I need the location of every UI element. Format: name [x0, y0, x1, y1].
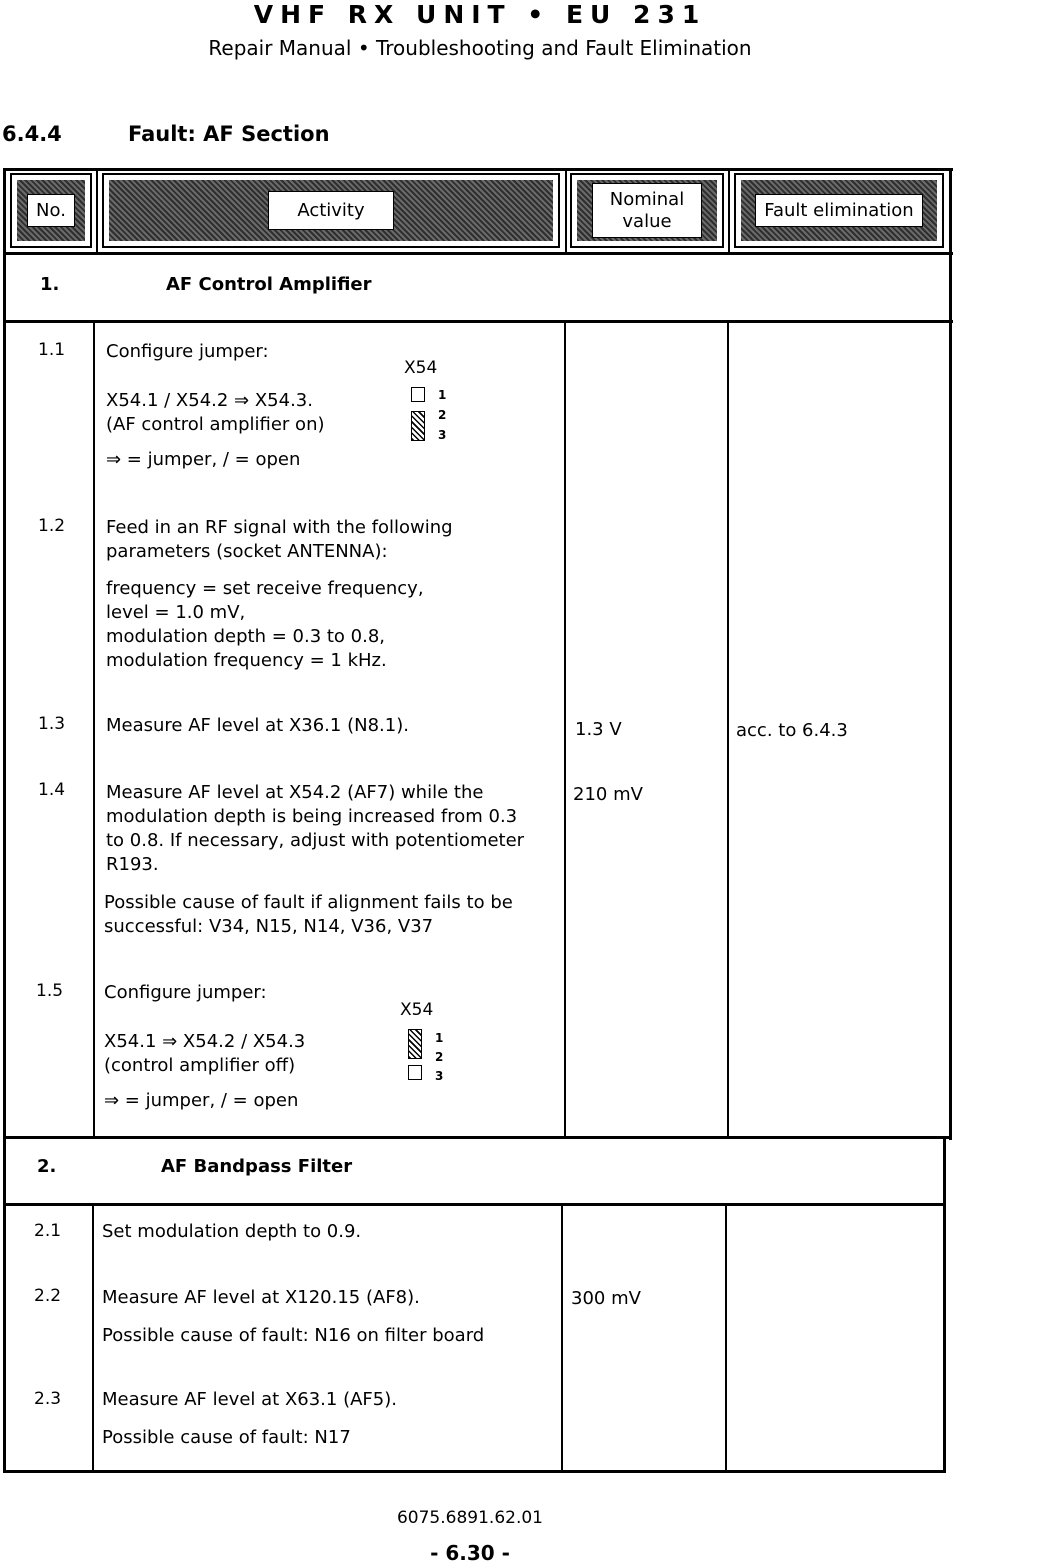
- col-line-2a: [564, 321, 566, 1138]
- step-text-line: Possible cause of fault: N17: [102, 1427, 351, 1448]
- page-number: - 6.30 -: [430, 1541, 510, 1565]
- table-border-right: [949, 168, 952, 1140]
- table-border-right-lower: [943, 1138, 946, 1472]
- step-text-line: parameters (socket ANTENNA):: [106, 541, 388, 562]
- step-text-line: Possible cause of fault if alignment fails to be: [104, 892, 513, 913]
- step-text-line: modulation frequency = 1 kHz.: [106, 650, 387, 671]
- pin-label: 1: [438, 388, 447, 402]
- step-number: 2.1: [34, 1221, 62, 1241]
- col-header-fault-label: Fault elimination: [755, 194, 922, 228]
- nominal-value: 300 mV: [571, 1288, 641, 1309]
- step-text-line: level = 1.0 mV,: [106, 602, 246, 623]
- pin-label: 1: [435, 1031, 444, 1045]
- section-title: Fault: AF Section: [128, 122, 330, 146]
- step-text-line: ⇒ = jumper, / = open: [106, 449, 301, 470]
- step-text-line: Set modulation depth to 0.9.: [102, 1221, 362, 1242]
- group-title: AF Control Amplifier: [166, 274, 372, 295]
- step-number: 1.1: [38, 340, 66, 360]
- step-number: 1.4: [38, 780, 66, 800]
- table-border-left: [3, 168, 6, 1472]
- step-text-line: Configure jumper:: [106, 341, 269, 362]
- step-text-line: X54.1 ⇒ X54.2 / X54.3: [104, 1031, 306, 1052]
- step-number: 2.3: [34, 1389, 62, 1409]
- col-line-1a: [93, 321, 95, 1138]
- step-text-line: (control amplifier off): [104, 1055, 296, 1076]
- group2-divider-top: [3, 1136, 952, 1139]
- group-number: 2.: [37, 1156, 57, 1177]
- step-text-line: X54.1 / X54.2 ⇒ X54.3.: [106, 390, 313, 411]
- jumper-pin-closed: [408, 1029, 422, 1059]
- step-number: 1.2: [38, 516, 66, 536]
- step-text-line: Feed in an RF signal with the following: [106, 517, 453, 538]
- fault-elimination: acc. to 6.4.3: [736, 720, 848, 741]
- step-text-line: Possible cause of fault: N16 on filter board: [102, 1325, 485, 1346]
- header-divider-2: [565, 168, 567, 254]
- section-number: 6.4.4: [2, 122, 62, 146]
- step-text-line: modulation depth is being increased from 0.3: [106, 806, 518, 827]
- step-number: 1.3: [38, 714, 66, 734]
- step-text-line: R193.: [106, 854, 159, 875]
- pin-label: 2: [438, 408, 447, 422]
- document-reference: 6075.6891.62.01: [396, 1508, 543, 1528]
- step-text-line: successful: V34, N15, N14, V36, V37: [104, 916, 434, 937]
- col-header-activity-label: Activity: [268, 191, 393, 231]
- step-number: 1.5: [36, 981, 64, 1001]
- step-text-line: Measure AF level at X54.2 (AF7) while the: [106, 782, 484, 803]
- col-header-nominal-label: Nominal value: [592, 183, 702, 238]
- step-text-line: (AF control amplifier on): [106, 414, 325, 435]
- col-line-3b: [725, 1204, 727, 1472]
- document-subtitle: Repair Manual • Troubleshooting and Fault Elimination: [208, 36, 752, 60]
- step-number: 2.2: [34, 1286, 62, 1306]
- pin-label: 2: [435, 1050, 444, 1064]
- header-divider-3: [728, 168, 730, 254]
- step-text-line: Measure AF level at X63.1 (AF5).: [102, 1389, 397, 1410]
- col-line-2b: [561, 1204, 563, 1472]
- jumper-pin-closed: [411, 411, 425, 441]
- step-text-line: Measure AF level at X36.1 (N8.1).: [106, 715, 409, 736]
- jumper-pin-open: [408, 1065, 422, 1080]
- col-header-nominal: [570, 173, 724, 248]
- col-header-activity: [102, 173, 560, 248]
- col-line-1b: [92, 1204, 94, 1472]
- pin-label: 3: [435, 1069, 444, 1083]
- nominal-value: 210 mV: [573, 784, 643, 805]
- step-text-line: frequency = set receive frequency,: [106, 578, 424, 599]
- header-divider-1: [96, 168, 98, 254]
- nominal-value: 1.3 V: [575, 719, 622, 740]
- pin-label: 3: [438, 428, 447, 442]
- jumper-pin-open: [411, 387, 425, 402]
- document-title: VHF RX UNIT • EU 231: [253, 0, 707, 29]
- group-title: AF Bandpass Filter: [161, 1156, 353, 1177]
- table-border-bottom: [3, 1470, 946, 1473]
- step-text-line: ⇒ = jumper, / = open: [104, 1090, 299, 1111]
- table-border-top: [3, 168, 953, 171]
- step-text-line: to 0.8. If necessary, adjust with potentiometer: [106, 830, 525, 851]
- group1-divider: [3, 320, 953, 323]
- col-header-no-label: No.: [27, 194, 75, 228]
- step-text-line: modulation depth = 0.3 to 0.8,: [106, 626, 386, 647]
- step-text-line: Configure jumper:: [104, 982, 267, 1003]
- step-text-line: Measure AF level at X120.15 (AF8).: [102, 1287, 420, 1308]
- group2-divider-bottom: [3, 1203, 946, 1206]
- col-header-fault: [734, 173, 944, 248]
- jumper-label: X54: [400, 1000, 434, 1020]
- col-line-3a: [727, 321, 729, 1138]
- col-header-no: [10, 173, 92, 248]
- jumper-label: X54: [404, 358, 438, 378]
- group-number: 1.: [40, 274, 60, 295]
- header-divider-bottom: [3, 252, 953, 255]
